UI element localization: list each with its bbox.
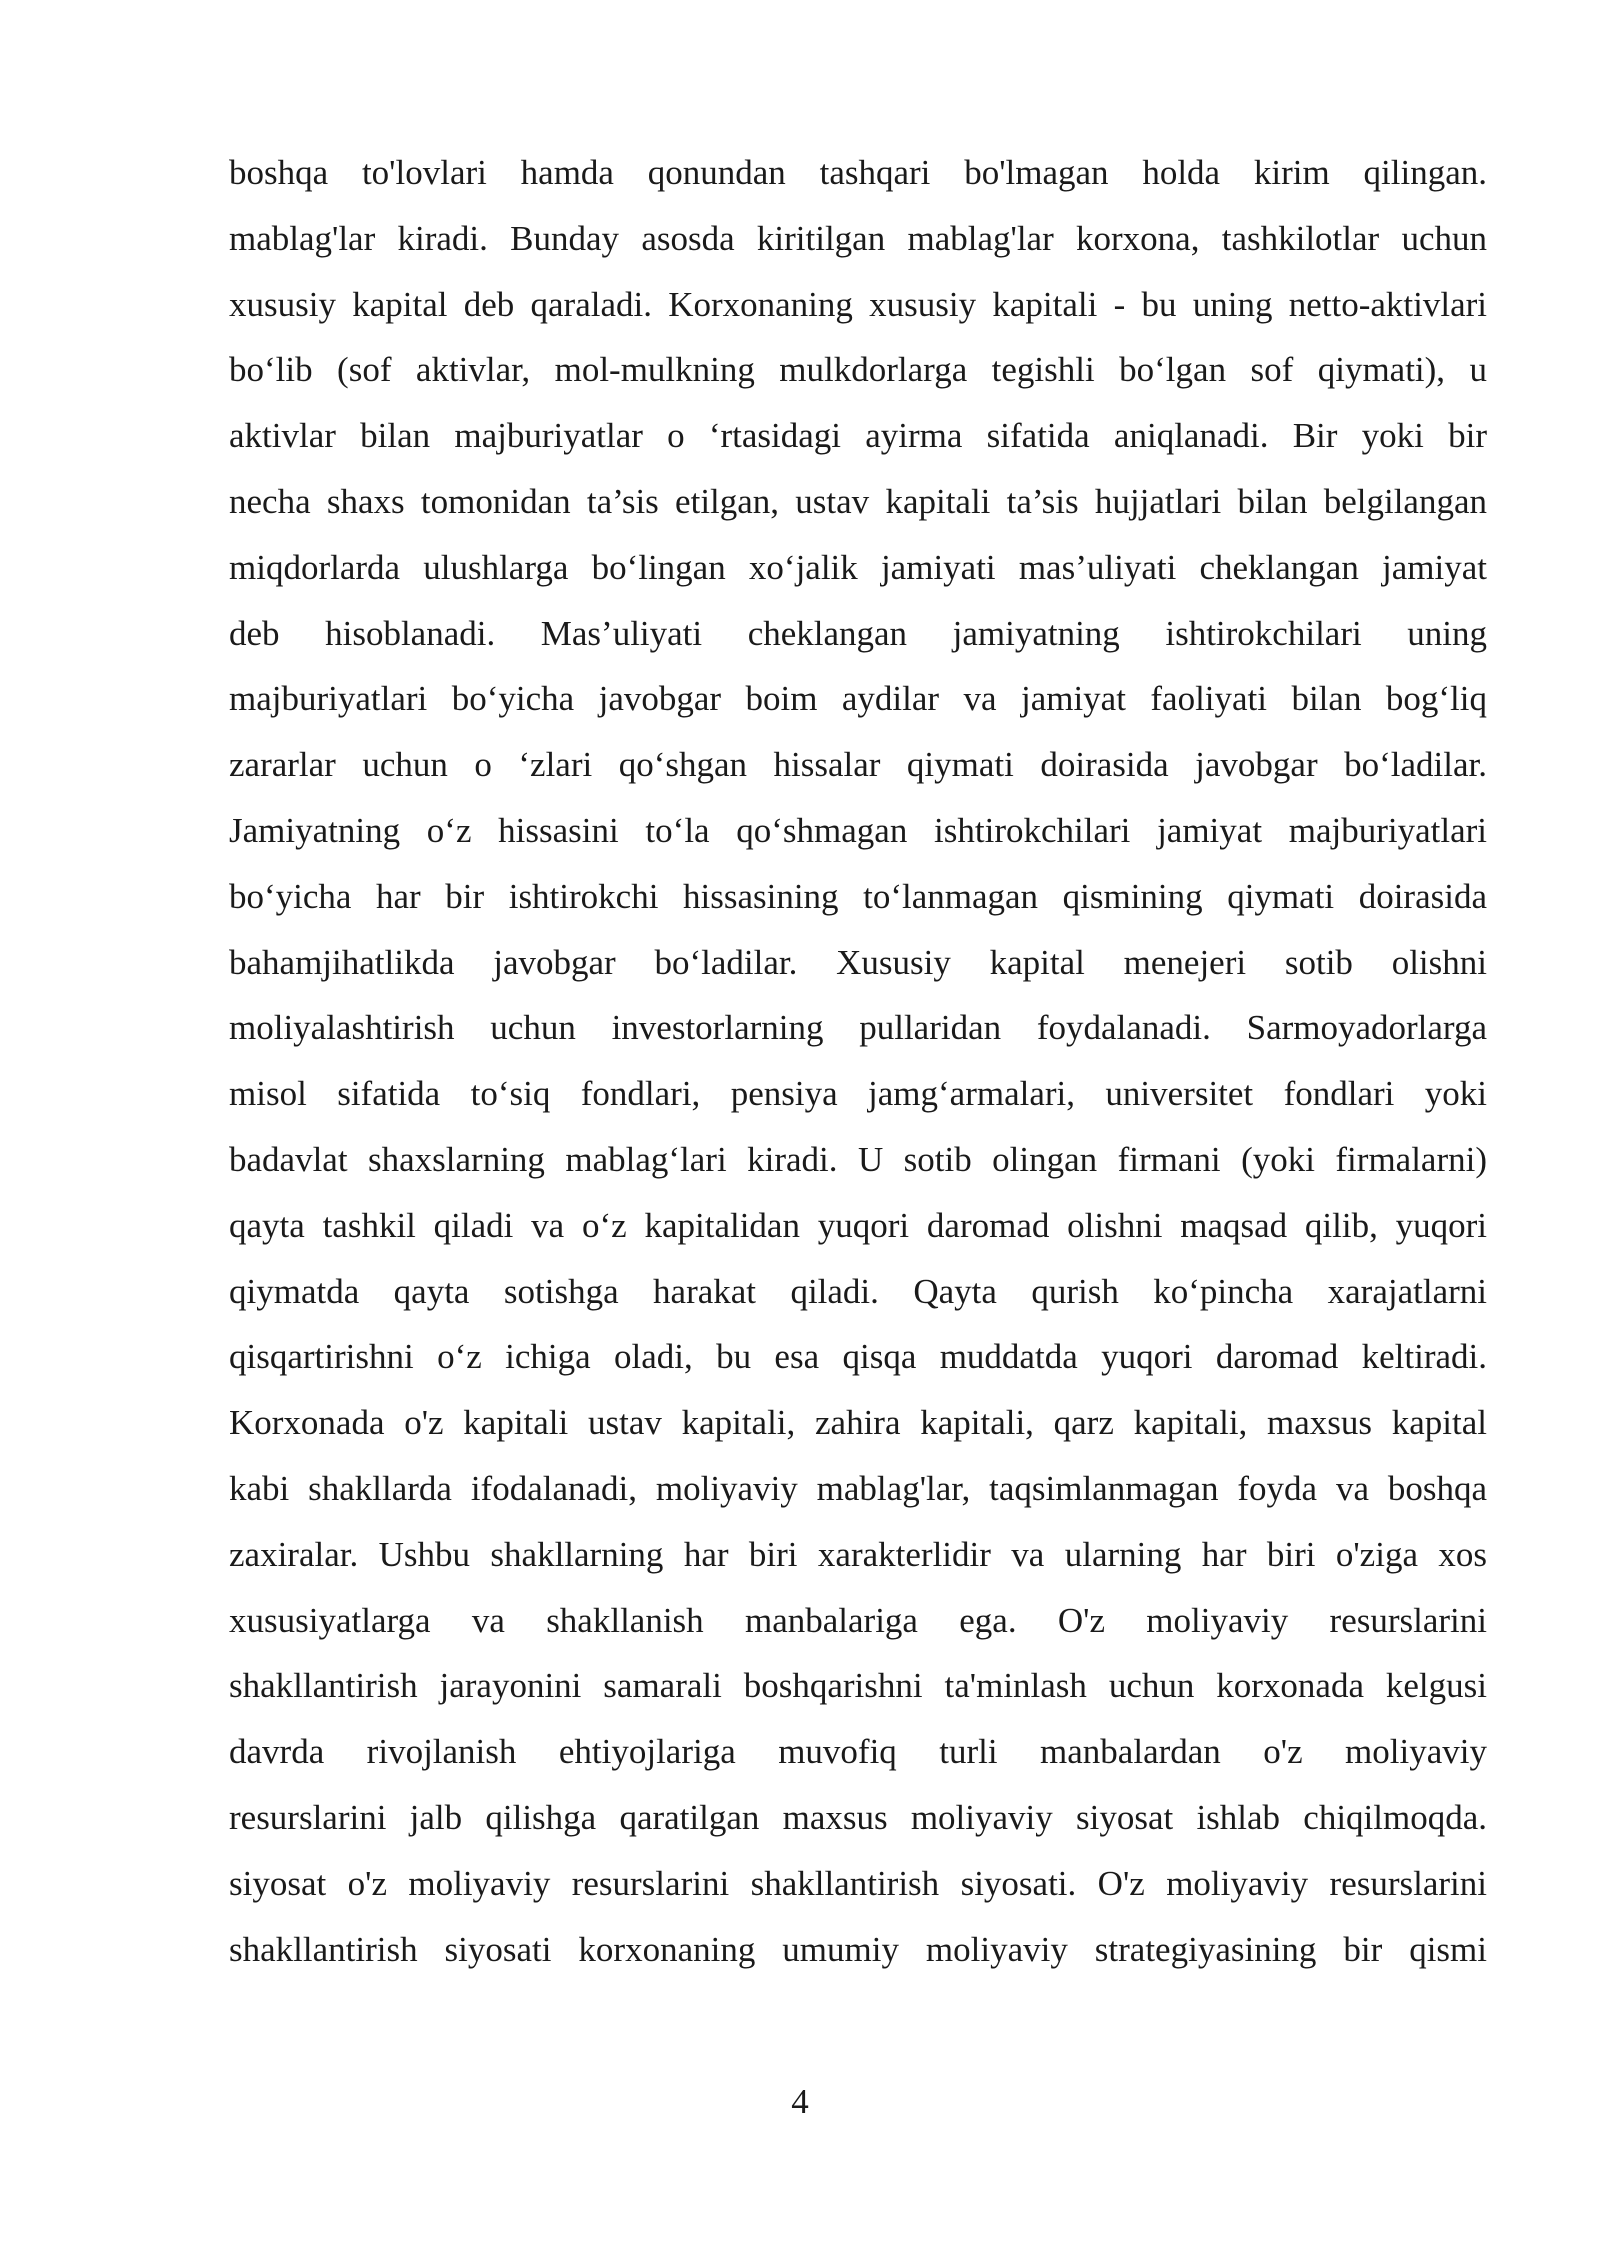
text-line: miqdorlarda ulushlarga bo‘lingan xo‘jalik jamiyati mas’uliyati cheklangan jamiyat xyxy=(229,547,1487,587)
text-line: xususiy kapital deb qaraladi. Korxonaning xususiy kapitali - bu uning netto-aktivlari xyxy=(229,284,1487,324)
text-line: zararlar uchun o ‘zlari qo‘shgan hissalar qiymati doirasida javobgar bo‘ladilar. xyxy=(229,745,1487,785)
text-line: aktivlar bilan majburiyatlar o ‘rtasidagi ayirma sifatida aniqlanadi. Bir yoki bir xyxy=(229,416,1487,456)
text-line: siyosat o'z moliyaviy resurslarini shakllantirish siyosati. O'z moliyaviy resurslarini xyxy=(229,1863,1487,1903)
text-line: shakllantirish siyosati korxonaning umumiy moliyaviy strategiyasining bir qismi xyxy=(229,1929,1487,1969)
text-line: bo‘lib (sof aktivlar, mol-mulkning mulkdorlarga tegishli bo‘lgan sof qiymati), u xyxy=(229,350,1487,390)
text-line: davrda rivojlanish ehtiyojlariga muvofiq turli manbalardan o'z moliyaviy xyxy=(229,1732,1487,1772)
text-line: zaxiralar. Ushbu shakllarning har biri xarakterlidir va ularning har biri o'ziga xos xyxy=(229,1534,1487,1574)
text-line: boshqa to'lovlari hamda qonundan tashqari bo'lmagan holda kirim qilingan. xyxy=(229,153,1487,192)
text-line: mablag'lar kiradi. Bunday asosda kiritilgan mablag'lar korxona, tashkilotlar uchun xyxy=(229,218,1487,258)
text-line: qayta tashkil qiladi va o‘z kapitalidan yuqori daromad olishni maqsad qilib, yuqori xyxy=(229,1205,1487,1245)
text-line: moliyalashtirish uchun investorlarning pullaridan foydalanadi. Sarmoyadorlarga xyxy=(229,1008,1487,1048)
text-line: necha shaxs tomonidan ta’sis etilgan, ustav kapitali ta’sis hujjatlari bilan belgilangan xyxy=(229,481,1487,521)
text-line: badavlat shaxslarning mablag‘lari kiradi. U sotib olingan firmani (yoki firmalarni) xyxy=(229,1139,1487,1179)
text-line: xususiyatlarga va shakllanish manbalariga ega. O'z moliyaviy resurslarini xyxy=(229,1600,1487,1640)
text-line: Jamiyatning o‘z hissasini to‘la qo‘shmagan ishtirokchilari jamiyat majburiyatlari xyxy=(229,810,1487,850)
text-line: qiymatda qayta sotishga harakat qiladi. Qayta qurish ko‘pincha xarajatlarni xyxy=(229,1271,1487,1311)
text-line: bahamjihatlikda javobgar bo‘ladilar. Xususiy kapital menejeri sotib olishni xyxy=(229,942,1487,982)
text-line: Korxonada o'z kapitali ustav kapitali, zahira kapitali, qarz kapitali, maxsus kapital xyxy=(229,1403,1487,1443)
text-line: resurslarini jalb qilishga qaratilgan maxsus moliyaviy siyosat ishlab chiqilmoqda. xyxy=(229,1797,1487,1837)
body-paragraph xyxy=(229,140,1487,1982)
text-line: deb hisoblanadi. Mas’uliyati cheklangan jamiyatning ishtirokchilari uning xyxy=(229,613,1487,653)
page-number: 4 xyxy=(791,2082,809,2121)
text-line: qisqartirishni o‘z ichiga oladi, bu esa qisqa muddatda yuqori daromad keltiradi. xyxy=(229,1337,1487,1377)
text-line: majburiyatlari bo‘yicha javobgar boim aydilar va jamiyat faoliyati bilan bog‘liq xyxy=(229,679,1487,719)
text-line: misol sifatida to‘siq fondlari, pensiya jamg‘armalari, universitet fondlari yoki xyxy=(229,1074,1487,1114)
text-line: bo‘yicha har bir ishtirokchi hissasining to‘lanmagan qismining qiymati doirasida xyxy=(229,876,1487,916)
text-line: shakllantirish jarayonini samarali boshqarishni ta'minlash uchun korxonada kelgusi xyxy=(229,1666,1487,1706)
text-line: kabi shakllarda ifodalanadi, moliyaviy mablag'lar, taqsimlanmagan foyda va boshqa xyxy=(229,1468,1487,1508)
